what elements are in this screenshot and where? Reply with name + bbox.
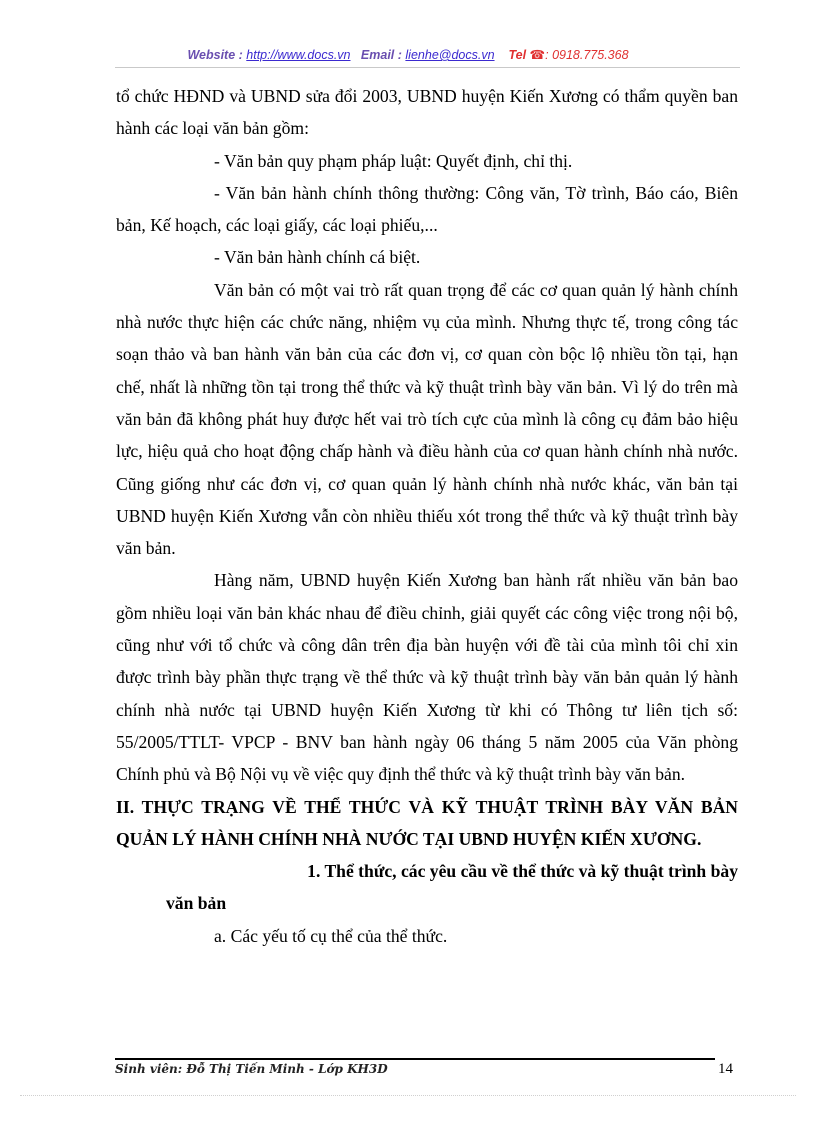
tel-label: Tel: [508, 48, 527, 62]
page-header: [0, 47, 816, 62]
subsection-heading-1: [116, 855, 738, 920]
footer-divider: [115, 1058, 715, 1060]
subsection-heading-line-2: văn bản: [166, 893, 227, 914]
paragraph-2: - Văn bản quy phạm pháp luật: Quyết định, chỉ thị.: [214, 150, 573, 171]
paragraph-5: Văn bản có một vai trò rất quan trọng để các cơ quan quản lý hành chính nhà nước thực hiện các chức năng, nhiệm vụ của mình. Nhưng thực tế, trong công tác soạn thảo và ban hành văn bản của các đơn vị, cơ quan còn bộc lộ nhiều tồn tại, hạn chế, nhất là những tồn tại trong thể thức và kỹ thuật trình bày văn bản. Vì lý do trên mà văn bản đã không phát huy được hết vai trò tích cực của mình là công cụ đảm bảo hiệu lực, hiệu quả cho hoạt động chấp hành và điều hành của cơ quan hành chính nhà nước. Cũng giống như các đơn vị, cơ quan quản lý hành chính nhà nước khác, văn bản tại UBND huyện Kiến Xương vẫn còn nhiều thiếu xót trong thể thức và kỹ thuật trình bày văn bản.: [116, 279, 738, 559]
page-bottom-divider: [20, 1095, 796, 1096]
tel-value: : 0918.775.368: [545, 48, 629, 62]
page-number: 14: [718, 1061, 733, 1077]
footer-author: Sinh viên: Đỗ Thị Tiến Minh - Lớp KH3D: [115, 1062, 388, 1076]
paragraph-1: tổ chức HĐND và UBND sửa đổi 2003, UBND huyện Kiến Xương có thẩm quyền ban hành các loại văn bản gồm:: [116, 86, 738, 139]
paragraph-6: Hàng năm, UBND huyện Kiến Xương ban hành rất nhiều văn bản bao gồm nhiều loại văn bản khác nhau để điều chỉnh, giải quyết các công việc trong nội bộ, cũng như với tổ chức và công dân trên địa bàn huyện với đề tài của mình tôi chỉ xin được trình bày phần thực trạng về thể thức và kỹ thuật trình bày văn bản quản lý hành chính nhà nước tại UBND huyện Kiến Xương từ khi có Thông tư liên tịch số: 55/2005/TTLT- VPCP - BNV ban hành ngày 06 tháng 5 năm 2005 của Văn phòng Chính phủ và Bộ Nội vụ về việc quy định thể thức và kỹ thuật trình bày văn bản.: [116, 570, 738, 785]
paragraph-3: - Văn bản hành chính thông thường: Công văn, Tờ trình, Báo cáo, Biên bản, Kế hoạch, các loại giấy, các loại phiếu,...: [116, 182, 738, 236]
paragraph-7: a. Các yếu tố cụ thể của thể thức.: [214, 925, 448, 946]
email-label: Email :: [360, 48, 402, 62]
header-divider: [115, 67, 740, 68]
email-link[interactable]: lienhe@docs.vn: [405, 48, 495, 62]
paragraph-4: - Văn bản hành chính cá biệt.: [214, 247, 421, 268]
phone-icon: ☎: [529, 48, 546, 62]
website-label: Website :: [187, 48, 243, 62]
website-link[interactable]: http://www.docs.vn: [246, 48, 351, 62]
document-body: [116, 80, 738, 952]
section-heading-2: II. THỰC TRẠNG VỀ THỂ THỨC VÀ KỸ THUẬT TRÌNH BÀY VĂN BẢN QUẢN LÝ HÀNH CHÍNH NHÀ NƯỚC TẠI UBND HUYỆN KIẾN XƯƠNG.: [116, 796, 738, 849]
subsection-heading-line-1: 1. Thể thức, các yêu cầu về thể thức và kỹ thuật trình bày: [307, 861, 738, 882]
